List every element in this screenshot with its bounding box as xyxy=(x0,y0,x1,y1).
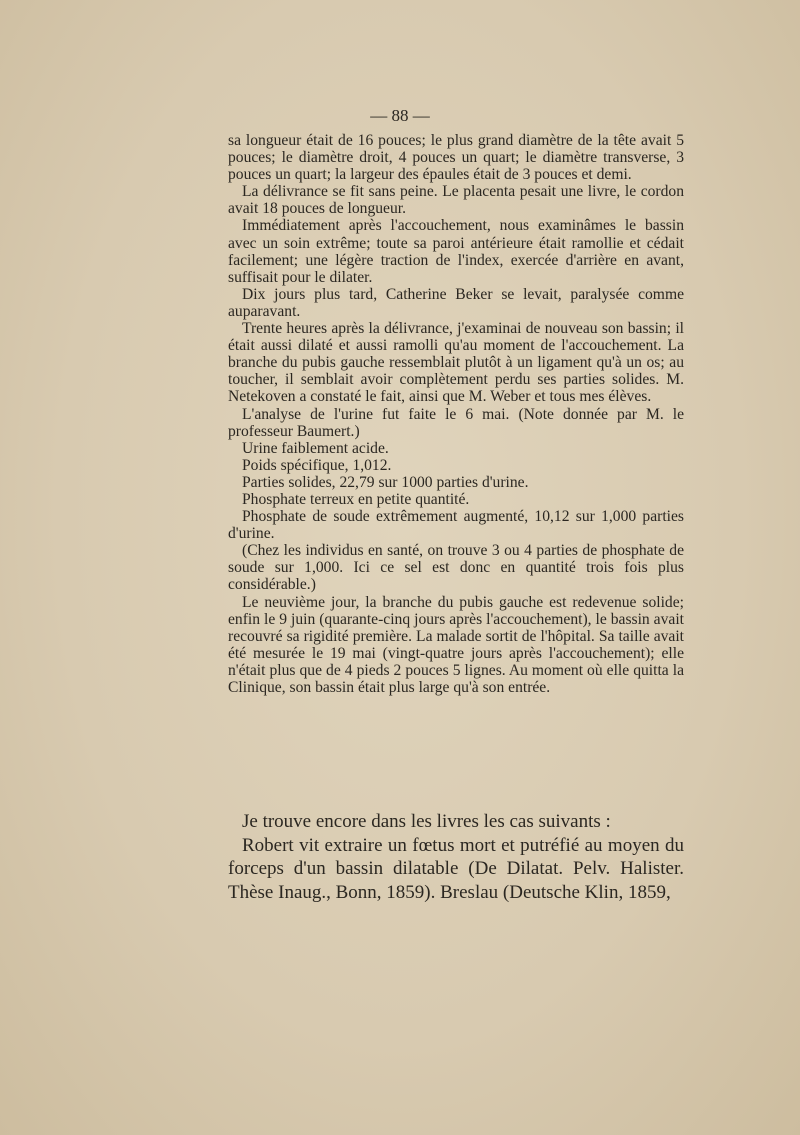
paragraph: L'analyse de l'urine fut faite le 6 mai. (Note donnée par M. le professeur Baumert.) xyxy=(228,405,684,440)
paragraph: Immédiatement après l'accouchement, nous examinâmes le bassin avec un soin extrême; toute sa paroi antérieure était ramollie et cédait facilement; une légère traction de l'index, exercée d'arrière en avant, suffisait pour le dilater. xyxy=(228,217,684,286)
paragraph: La délivrance se fit sans peine. Le placenta pesait une livre, le cordon avait 18 pouces de longueur. xyxy=(228,183,684,218)
paragraph: (Chez les individus en santé, on trouve 3 ou 4 parties de phosphate de soude sur 1,000. Ici ce sel est donc en quantité trois fois plus considérable.) xyxy=(228,542,684,594)
paragraph: sa longueur était de 16 pouces; le plus grand diamètre de la tête avait 5 pouces; le diamètre droit, 4 pouces un quart; le diamètre transverse, 3 pouces un quart; la largeur des épaules était de 3 pouces et demi. xyxy=(228,132,684,184)
paragraph: Phosphate terreux en petite quantité. xyxy=(242,490,470,508)
paragraph: Dix jours plus tard, Catherine Beker se levait, paralysée comme auparavant. xyxy=(228,285,684,320)
paragraph: Urine faiblement acide. xyxy=(242,439,389,457)
large-paragraph: Je trouve encore dans les livres les cas suivants : xyxy=(242,811,611,832)
body-text xyxy=(228,132,684,696)
paragraph: Le neuvième jour, la branche du pubis gauche est redevenue solide; enfin le 9 juin (quarante-cinq jours après l'accouchement), le bassin avait recouvré sa rigidité première. La malade sortit de l'hôpital. Sa taille avait été mesurée le 19 mai (vingt-quatre jours après l'accouchement); elle n'était plus que de 4 pieds 2 pouces 5 lignes. Au moment où elle quitta la Clinique, son bassin était plus large qu'à son entrée. xyxy=(228,593,684,696)
paragraph: Parties solides, 22,79 sur 1000 parties d'urine. xyxy=(242,473,529,491)
large-paragraph: Robert vit extraire un fœtus mort et putréfié au moyen du forceps d'un bassin dilatable (De Dilatat. Pelv. Halister. Thèse Inaug., Bonn, 1859). Breslau (Deutsche Klin, 1859, xyxy=(228,834,684,903)
paragraph: Phosphate de soude extrêmement augmenté, 10,12 sur 1,000 parties d'urine. xyxy=(228,508,684,543)
paragraph: Trente heures après la délivrance, j'examinai de nouveau son bassin; il était aussi dilaté et aussi ramolli qu'au moment de l'accouchement. La branche du pubis gauche ressemblait plutôt à un ligament qu'à un os; au toucher, il semblait avoir complètement perdu ses parties solides. M. Netekoven a constaté le fait, ainsi que M. Weber et tous mes élèves. xyxy=(228,320,684,406)
page-number: — 88 — xyxy=(370,106,430,125)
large-text xyxy=(228,810,684,904)
paragraph: Poids spécifique, 1,012. xyxy=(242,456,392,474)
